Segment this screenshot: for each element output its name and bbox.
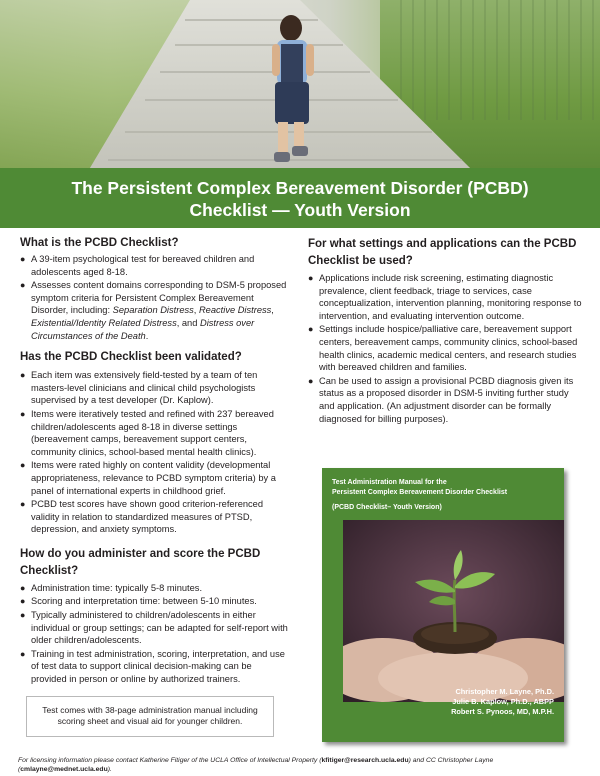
bullet-icon: ● [20,370,26,381]
bullet-icon: ● [20,460,26,471]
list-item-text: Scoring and interpretation time: between 5-10 minutes. [31,596,257,607]
manual-title-line2: Persistent Complex Bereavement Disorder Checklist [332,488,508,496]
title-banner [0,168,600,228]
list-item-text: Training in test administration, scoring, interpretation, and use of test data to support clinical decision-making can be provided in person or online by authorized trainers. [31,648,285,685]
manual-cover-title [332,478,557,497]
settings-list [308,272,584,425]
right-column [308,236,584,433]
footer-text: ). [107,766,112,773]
manual-cover-authors [451,687,554,717]
author-name: Christopher M. Layne, Ph.D. [455,687,554,696]
separator: , and [176,317,200,328]
domain-term: Distress over Circumstances of the Death [31,317,255,341]
list-item-text: Each item was extensively field-tested by a team of ten masters-level clinicians and clinical child psychologists supervised by a test developer (Dr. Kaplow). [31,370,258,406]
bullet-icon: ● [20,582,26,593]
list-item-text: Assesses content domains corresponding to DSM-5 proposed symptom criteria for Persistent Complex Bereavement Disorder, including: [31,280,287,316]
list-item [308,375,584,425]
list-item [308,272,584,322]
page-title-line1: The Persistent Complex Bereavement Disorder (PCBD) [71,178,529,198]
list-item-text: Administration time: typically 5-8 minutes. [31,582,203,593]
list-item-text: Items were iteratively tested and refined with 237 bereaved children/adolescents aged 8-18 in diverse settings (bereavement camps, bereavement support centers, community clinics, school-based mental health clinics). [31,408,274,457]
list-item [308,323,584,373]
manual-title-line1: Test Administration Manual for the [332,479,447,486]
bullet-icon: ● [308,324,314,335]
list-item-text: Can be used to assign a provisional PCBD diagnosis given its status as a proposed disorder in DSM-5 inviting further study and application. (An adjustment disorder can be formally diagnosed for billing purposes). [319,375,574,424]
author-name: Julie B. Kaplow, Ph.D., ABPP [452,697,554,706]
bullet-icon: ● [308,375,314,386]
page-title-line2: Checklist — Youth Version [189,200,411,220]
bullet-icon: ● [20,280,26,291]
bullet-icon: ● [20,596,26,607]
bullet-icon: ● [20,648,26,659]
list-item [20,459,288,497]
footer-text: ) and CC Christopher Layne ( [18,757,494,773]
administer-list [20,582,288,686]
list-item [20,648,288,686]
bullet-icon: ● [20,254,26,264]
domain-term: Separation Distress [112,305,194,316]
list-item [20,369,288,407]
section-heading-administer: How do you administer and score the PCBD Checklist? [20,547,261,577]
list-item [20,408,288,458]
what-list [20,253,288,342]
list-item-text: A 39-item psychological test for bereaved children and adolescents aged 8-18. [31,254,255,277]
list-item [20,595,288,608]
hands-seedling-photo [343,520,564,702]
manual-cover-subtitle: (PCBD Checklist– Youth Version) [332,504,442,511]
author-name: Robert S. Pynoos, MD, M.P.H. [451,707,554,716]
bullet-icon: ● [20,610,26,621]
list-item-text: Applications include risk screening, estimating diagnostic prevalence, client feedback, triage to services, case conceptualization, intervention planning, monitoring response to intervention, and evaluating intervention outcome. [319,273,582,321]
bullet-icon: ● [20,408,26,419]
list-item [20,498,288,536]
list-item-text: Items were rated highly on content validity (developmental appropriateness, relevance to PCBD symptom criteria) by a panel of international experts in childhood grief. [31,460,276,496]
email-link[interactable]: cmlayne@mednet.ucla.edu [20,766,108,773]
section-heading-what: What is the PCBD Checklist? [20,237,179,249]
separator: , [193,305,199,316]
manual-note-box: Test comes with 38-page administration manual including scoring sheet and visual aid for younger children. [26,696,274,737]
validated-list [20,369,288,536]
separator: , [271,305,274,316]
domain-term: Existential/Identity Related Distress [31,317,177,328]
list-item [20,279,288,342]
manual-cover [322,468,564,742]
bullet-icon: ● [308,273,314,283]
list-item [20,582,288,595]
section-heading-validated: Has the PCBD Checklist been validated? [20,351,242,364]
hero-photo [0,0,600,168]
list-item [20,253,288,278]
list-item-text: Settings include hospice/palliative care, bereavement support centers, bereavement camps, community clinics, school-based health clinics, academic medical centers, and research studies with bereaved children and families. [319,324,578,373]
list-item [20,609,288,647]
list-item-text: PCBD test scores have shown good criterion-referenced validity in relation to standardized measures of PTSD, depression, and anxiety symptoms. [31,499,264,535]
child-walking-icon [258,14,328,168]
left-column [20,236,288,737]
separator: . [145,330,149,341]
footer-text: For licensing information please contact Katherine Fitiger of the UCLA Office of Intellectual Property ( [18,757,322,764]
bullet-icon: ● [20,499,26,510]
licensing-footer [18,756,588,774]
section-heading-settings: For what settings and applications can the PCBD Checklist be used? [308,238,577,267]
list-item-text: Typically administered to children/adolescents in either individual or group settings; can be adapted for self-report with older children/adolescents. [31,610,288,646]
domain-term: Reactive Distress [198,305,272,316]
email-link[interactable]: kfitiger@research.ucla.edu [321,757,409,764]
